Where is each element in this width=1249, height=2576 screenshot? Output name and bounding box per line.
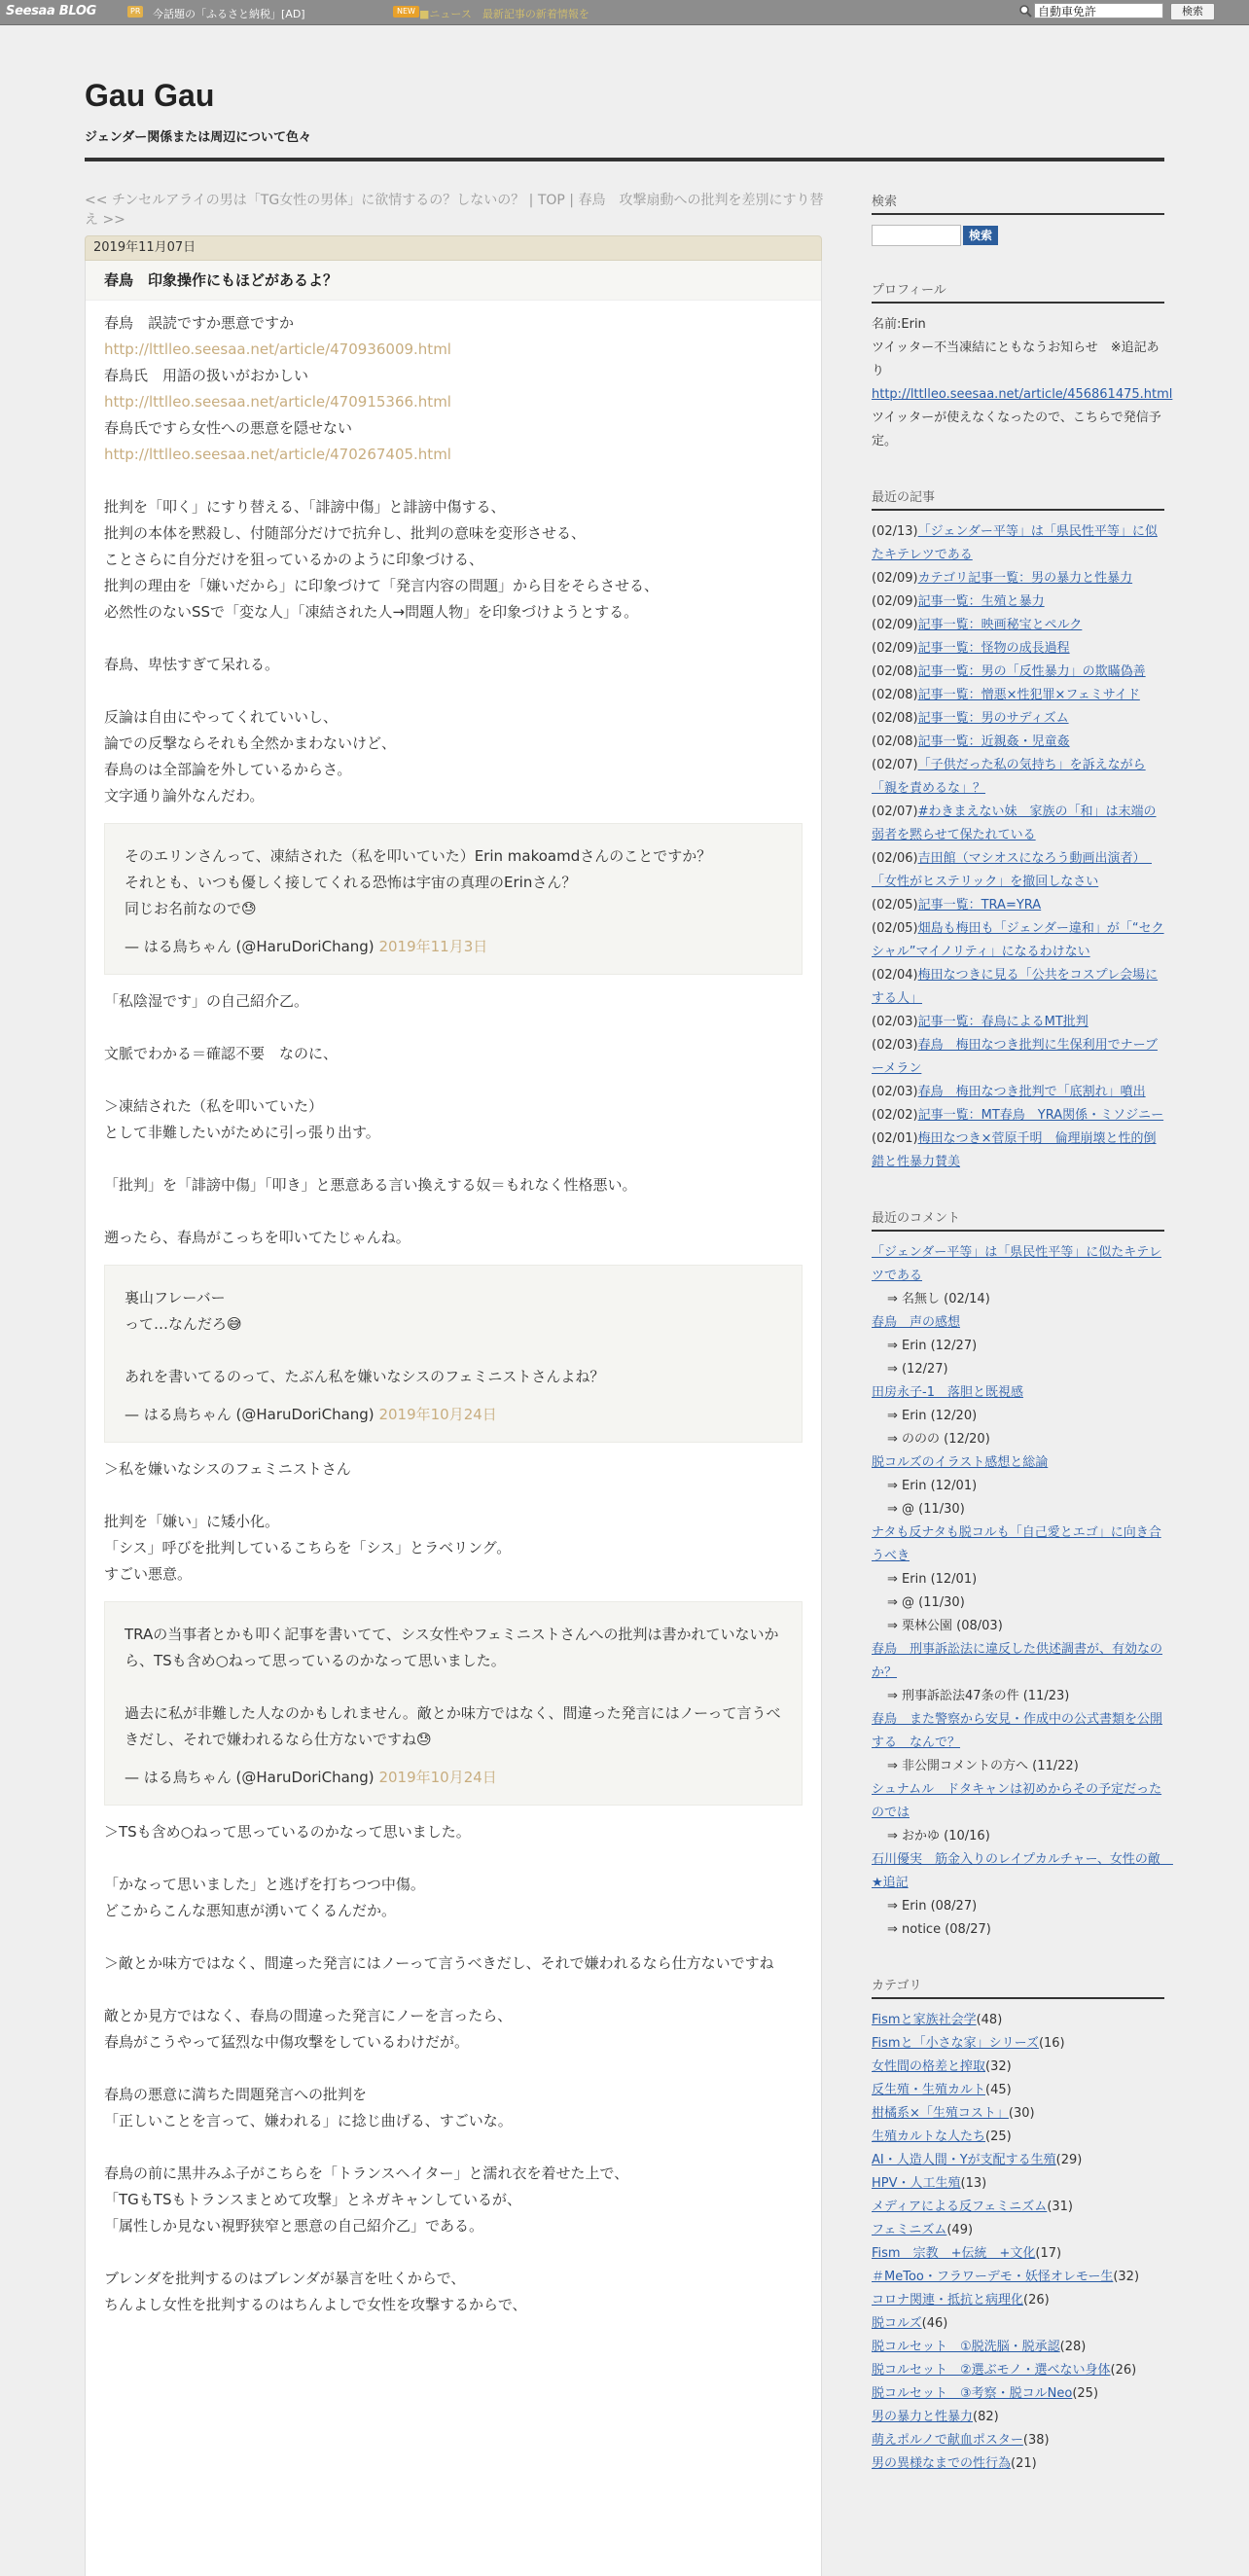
recent-post-item: [872, 894, 1164, 917]
category-link[interactable]: 柑橘系×「生殖コスト」: [872, 2106, 1009, 2121]
comment-reply[interactable]: ⇒ Erin (12/01): [887, 1479, 978, 1493]
tweet-citation: [125, 1402, 782, 1428]
category-count: (45): [985, 2083, 1012, 2097]
comment-post-item: [872, 1848, 1173, 1895]
categories-widget: [872, 1975, 1164, 2476]
category-item: [872, 2102, 1164, 2126]
categories-list: [872, 2009, 1164, 2476]
spacer: [104, 678, 803, 704]
comment-post-link[interactable]: 春鳥 声の感想: [872, 1315, 961, 1330]
recent-post-item: [872, 684, 1164, 707]
sidebar-search-input[interactable]: [872, 225, 961, 246]
category-count: (29): [1055, 2153, 1083, 2167]
text-line: 批判を「叩く」にすり替える、「誹謗中傷」と誹謗中傷する、: [104, 498, 506, 516]
recent-comments-list: [872, 1241, 1173, 1942]
paragraph: [104, 1093, 803, 1146]
recent-post-date: (02/03): [872, 1085, 918, 1099]
recent-post-date: (02/04): [872, 968, 918, 983]
recent-post-date: (02/07): [872, 805, 918, 819]
comment-post-link[interactable]: ナタも反ナタも脱コルも「自己愛とエゴ」に向き合うべき: [872, 1525, 1161, 1563]
category-item: [872, 2009, 1164, 2032]
category-item: [872, 2126, 1164, 2149]
recent-post-item: [872, 1081, 1164, 1104]
paragraph: [104, 1872, 803, 1924]
ad-link[interactable]: 今話題の「ふるさと納税」[AD]: [153, 8, 305, 20]
profile-notice: ツイッター不当凍結にともなうお知らせ ※追記あり: [872, 340, 1160, 378]
recent-post-item: [872, 1011, 1164, 1034]
category-count: (32): [985, 2059, 1012, 2074]
text-line: 文脈でわかる＝確認不要 なのに、: [104, 1045, 339, 1062]
recent-post-item: [872, 754, 1164, 801]
post-navigation: [85, 191, 824, 230]
category-item: [872, 2149, 1164, 2172]
recent-post-link[interactable]: 畑島も梅田も「ジェンダー違和」が「“セクシャル”マイノリティ」になるわけない: [872, 921, 1164, 959]
paragraph: [104, 988, 803, 1015]
category-link[interactable]: 反生殖・生殖カルト: [872, 2083, 986, 2097]
recent-post-link[interactable]: 記事一覧：怪物の成長過程: [917, 641, 1070, 656]
category-link[interactable]: 男の暴力と性暴力: [872, 2410, 974, 2424]
tweet-citation: [125, 934, 782, 960]
spacer: [104, 1483, 803, 1509]
blog-description: ジェンダー関係または周辺について色々: [85, 130, 311, 145]
text-line: ちんよし女性を批判するのはちんよしで女性を攻撃するからで、: [104, 2296, 527, 2313]
category-count: (30): [1008, 2106, 1035, 2121]
comment-post-item: [872, 1451, 1164, 1475]
embedded-tweet: [104, 1265, 803, 1443]
comment-reply[interactable]: ⇒ 名無し (02/14): [887, 1292, 990, 1306]
main-column: [85, 191, 824, 2576]
text-line: 春鳥 誤読ですか悪意ですか: [104, 314, 295, 332]
category-link[interactable]: Fismと「小さな家」シリーズ: [872, 2036, 1039, 2051]
recent-post-item: [872, 637, 1164, 661]
comment-post-item: [872, 1638, 1164, 1685]
recent-post-item: [872, 567, 1164, 590]
paragraph: [104, 1509, 803, 1588]
comment-reply[interactable]: ⇒ Erin (12/27): [887, 1339, 978, 1353]
spacer: [104, 1924, 803, 1950]
comment-reply[interactable]: ⇒ notice (08/27): [887, 1922, 991, 1937]
tweet-text: [125, 1622, 782, 1753]
news-badge: NEW: [393, 6, 419, 18]
spacer: [104, 468, 803, 494]
comment-post-link[interactable]: 田房永子-1 落胆と既視感: [872, 1385, 1023, 1400]
tweet-text: [125, 843, 782, 922]
category-count: (48): [976, 2013, 1003, 2027]
paragraph: [104, 1041, 803, 1067]
category-count: (46): [921, 2316, 948, 2331]
comment-reply[interactable]: ⇒ (12/27): [887, 1362, 948, 1377]
topbar-search-input[interactable]: 自動車免許: [1034, 3, 1163, 18]
category-link[interactable]: 脱コルズ: [872, 2316, 922, 2331]
spacer: [104, 1845, 803, 1872]
recent-post-item: [872, 1127, 1164, 1174]
category-item: [872, 2429, 1164, 2452]
spacer: [104, 2056, 803, 2082]
text-line: 批判の本体を黙殺し、付随部分だけで抗弁し、批判の意味を変形させる、: [104, 524, 587, 542]
comment-reply[interactable]: ⇒ @ (11/30): [887, 1502, 965, 1517]
text-line: 同じお名前なので😓: [125, 900, 257, 917]
text-line: どこからこんな悪知恵が湧いてくるんだか。: [104, 1902, 397, 1919]
category-link[interactable]: 脱コルセット ②選ぶモノ・選べない身体: [872, 2363, 1111, 2378]
text-line: 論での反撃ならそれも全然かまわないけど、: [104, 734, 397, 752]
text-line: って…なんだろ😅: [125, 1315, 242, 1333]
profile-name: 名前:Erin: [872, 317, 926, 332]
text-line: ＞私を嫌いなシスのフェミニストさん: [104, 1460, 351, 1478]
comment-post-item: [872, 1708, 1164, 1755]
recent-post-link[interactable]: #わきまえない妹 家族の「和」は末端の弱者を黙らせて保たれている: [872, 805, 1157, 842]
category-link[interactable]: Fism 宗教 +伝統 +文化: [872, 2246, 1036, 2261]
comment-post-item: [872, 1241, 1164, 1288]
page-wrapper: [0, 25, 1249, 2498]
tweet-date-link[interactable]: 2019年10月24日: [378, 1406, 497, 1423]
recent-posts-list: [872, 520, 1164, 1174]
recent-post-link[interactable]: 「子供だった私の気持ち」を訴えながら「親を責めるな」？: [872, 758, 1146, 796]
related-links: [104, 310, 803, 468]
tweet-date-link[interactable]: 2019年11月3日: [378, 938, 488, 955]
recent-post-date: (02/03): [872, 1015, 918, 1029]
category-count: (25): [1072, 2386, 1099, 2401]
text-line: 反論は自由にやってくれていいし、: [104, 708, 339, 726]
spacer: [104, 626, 803, 652]
text-line: それとも、いつも優しく接してくれる恐怖は宇宙の真理のErinさん？: [125, 874, 577, 891]
nav-separator: |: [564, 193, 579, 208]
comment-post-link[interactable]: 石川優実 筋金入りのレイプカルチャー、女性の敵 ★追記: [872, 1852, 1173, 1890]
text-line: 春鳥の前に黒井みふ子がこちらを「トランスヘイター」と濡れ衣を着せた上で、: [104, 2165, 629, 2182]
recent-post-link[interactable]: 記事一覧：生殖と暴力: [917, 594, 1045, 609]
article-link[interactable]: http://lttlleo.seesaa.net/article/470936009.html: [104, 340, 451, 358]
widget-title: プロフィール: [872, 279, 1164, 304]
comment-post-link[interactable]: 脱コルズのイラスト感想と総論: [872, 1455, 1049, 1470]
category-count: (26): [1110, 2363, 1137, 2378]
category-item: [872, 2219, 1164, 2242]
comment-reply[interactable]: ⇒ 非公開コメントの方へ (11/22): [887, 1759, 1079, 1773]
recent-post-date: (02/08): [872, 688, 918, 702]
category-item: [872, 2312, 1164, 2336]
text-line: 過去に私が非難した人なのかもしれません。敵とか味方ではなく、間違った発言にはノーって言うべきだし、それで嫌われるなら仕方ないですね😓: [125, 1704, 781, 1748]
recent-post-link[interactable]: カテゴリ記事一覧：男の暴力と性暴力: [917, 571, 1133, 586]
category-item: [872, 2266, 1164, 2289]
recent-post-date: (02/08): [872, 664, 918, 679]
text-line: 春鳥のは全部論を外しているからさ。: [104, 761, 352, 778]
category-item: [872, 2359, 1164, 2382]
blog-title[interactable]: Gau Gau: [85, 78, 215, 113]
text-line: ＞TSも含め○ねって思っているのかなって思いました。: [104, 1823, 471, 1841]
paragraph: [104, 1225, 803, 1251]
category-link[interactable]: 萌えポルノで献血ポスター: [872, 2433, 1023, 2448]
text-line: ＞凍結された（私を叩いていた）: [104, 1097, 324, 1115]
nav-separator: |: [524, 193, 538, 208]
text-line: そのエリンさんって、凍結された（私を叩いていた）Erin makoamdさんのことですか？: [125, 847, 712, 865]
recent-post-item: [872, 707, 1164, 731]
category-count: (82): [973, 2410, 999, 2424]
comment-post-link[interactable]: 春鳥 また警察から安見・作成中の公式書類を公開する なんで？: [872, 1712, 1163, 1750]
header-divider: [85, 158, 1164, 161]
text-line: ことさらに自分だけを狙っているかのように印象づける、: [104, 551, 484, 568]
text-line: 春鳥氏 用語の扱いがおかしい: [104, 367, 309, 384]
widget-title: カテゴリ: [872, 1975, 1164, 1999]
post: [85, 261, 822, 2576]
recent-post-link[interactable]: 吉田館（マシオスになろう動画出演者） 「女性がヒステリック」を撤回しなさい: [872, 851, 1152, 889]
sidebar: [872, 191, 1173, 2509]
search-icon: [1018, 4, 1032, 18]
tweet-author: — はる鳥ちゃん (@HaruDoriChang): [125, 1406, 375, 1423]
category-link[interactable]: 生殖カルトな人たち: [872, 2129, 986, 2144]
recent-posts-widget: [872, 486, 1164, 1174]
category-count: (49): [946, 2223, 974, 2237]
recent-post-item: [872, 661, 1164, 684]
text-line: として非難したいがために引っ張り出す。: [104, 1124, 380, 1141]
text-line: 春鳥の悪意に満ちた問題発言への批判を: [104, 2086, 368, 2103]
category-item: [872, 2196, 1164, 2219]
category-item: [872, 2056, 1164, 2079]
recent-post-link[interactable]: 記事一覧：MT春鳥 YRA関係・ミソジニー: [917, 1108, 1164, 1123]
comment-reply[interactable]: ⇒ ののの (12/20): [887, 1432, 990, 1447]
paragraph: [104, 1950, 803, 1977]
recent-post-item: [872, 801, 1164, 847]
category-item: [872, 2406, 1164, 2429]
category-link[interactable]: 脱コルセット ③考察・脱コルNeo: [872, 2386, 1073, 2401]
recent-post-date: (02/01): [872, 1131, 918, 1146]
recent-post-item: [872, 520, 1164, 567]
recent-post-date: (02/03): [872, 1038, 918, 1053]
category-link[interactable]: フェミニズム: [872, 2223, 947, 2237]
category-count: (38): [1022, 2433, 1050, 2448]
category-item: [872, 2336, 1164, 2359]
category-item: [872, 2452, 1164, 2476]
spacer: [104, 2239, 803, 2266]
category-item: [872, 2382, 1164, 2406]
category-item: [872, 2289, 1164, 2312]
comment-reply[interactable]: ⇒ Erin (08/27): [887, 1899, 978, 1914]
embedded-tweet: [104, 1601, 803, 1806]
comment-reply[interactable]: ⇒ 栗林公園 (08/03): [887, 1619, 1003, 1633]
spacer: [104, 1199, 803, 1225]
paragraph: [104, 2082, 803, 2134]
paragraph: [104, 2003, 803, 2056]
category-count: (28): [1059, 2340, 1087, 2354]
paragraph: [104, 704, 803, 809]
category-count: (26): [1023, 2293, 1050, 2308]
recent-post-link[interactable]: 春鳥 梅田なつき批判に生保利用でナーブーメラン: [872, 1038, 1158, 1076]
embedded-tweet: [104, 823, 803, 975]
recent-post-link[interactable]: 記事一覧：春鳥によるMT批判: [917, 1015, 1088, 1029]
text-line: 文字通り論外なんだわ。: [104, 787, 265, 805]
text-line: 「私陰湿です」の自己紹介乙。: [104, 992, 309, 1010]
spacer: [104, 1977, 803, 2003]
paragraph: [104, 1456, 803, 1483]
category-link[interactable]: 女性間の格差と搾取: [872, 2059, 986, 2074]
comment-post-link[interactable]: シュナムル ドタキャンは初めからその予定だったのでは: [872, 1782, 1162, 1820]
recent-post-date: (02/05): [872, 898, 918, 912]
recent-post-item: [872, 847, 1164, 894]
category-link[interactable]: 脱コルセット ①脱洗脳・脱承認: [872, 2340, 1060, 2354]
category-count: (17): [1035, 2246, 1062, 2261]
category-count: (13): [960, 2176, 987, 2191]
recent-post-item: [872, 1104, 1164, 1127]
text-line: すごい悪意。: [104, 1565, 193, 1583]
text-line: 敵とか見方ではなく、春鳥の間違った発言にノーを言ったら、: [104, 2007, 513, 2024]
spacer: [104, 2134, 803, 2161]
paragraph: [104, 494, 803, 626]
recent-post-date: (02/06): [872, 851, 918, 866]
paragraph: [104, 2266, 803, 2318]
text-line: 「正しいことを言って、嫌われる」に捻じ曲げる、すごいな。: [104, 2112, 513, 2129]
text-line: 「属性しか見ない視野狭窄と悪意の自己紹介乙」である。: [104, 2217, 484, 2235]
comment-reply[interactable]: ⇒ おかゆ (10/16): [887, 1829, 990, 1843]
text-line: 「シス」呼びを批判しているこちらを「シス」とラベリング。: [104, 1539, 512, 1556]
comment-post-link[interactable]: 「ジェンダー平等」は「県民性平等」に似たキテレツである: [872, 1245, 1161, 1283]
recent-post-date: (02/08): [872, 734, 918, 749]
profile-note: ツイッターが使えなくなったので、こちらで発信予定。: [872, 411, 1161, 448]
text-line: 「かなって思いました」と逃げを打ちつつ中傷。: [104, 1876, 425, 1893]
comment-reply[interactable]: ⇒ Erin (12/20): [887, 1409, 978, 1423]
category-item: [872, 2172, 1164, 2196]
text-line: 遡ったら、春鳥がこっちを叩いてたじゃんね。: [104, 1229, 410, 1246]
spacer: [104, 1015, 803, 1041]
recent-post-date: (02/09): [872, 641, 918, 656]
category-link[interactable]: HPV・人工生殖: [872, 2176, 961, 2191]
recent-post-date: (02/05): [872, 921, 918, 936]
text-line: ＞敵とか味方ではなく、間違った発言にはノーって言うべきだし、それで嫌われるなら仕方ないですね: [104, 1954, 774, 1972]
recent-post-link[interactable]: 記事一覧：男の「反性暴力」の欺瞞偽善: [917, 664, 1146, 679]
category-count: (25): [985, 2129, 1012, 2144]
text-line: 批判の理由を「嫌いだから」に印象づけて「発言内容の問題」から目をそらさせる、: [104, 577, 660, 594]
post-date: 2019年11月07日: [85, 235, 822, 261]
recent-post-link[interactable]: 記事一覧：近親姦・児童姦: [917, 734, 1070, 749]
comment-reply[interactable]: ⇒ @ (11/30): [887, 1595, 965, 1610]
text-line: 批判を「嫌い」に矮小化。: [104, 1513, 280, 1530]
comment-post-item: [872, 1381, 1164, 1405]
comment-post-item: [872, 1311, 1164, 1335]
paragraph: [104, 1819, 803, 1845]
seesaa-topbar: [0, 0, 1249, 25]
next-post-link[interactable]: 春鳥 攻撃扇動への批判を差別にすり替え >>: [85, 193, 824, 228]
tweet-author: — はる鳥ちゃん (@HaruDoriChang): [125, 938, 375, 955]
text-line: 「批判」を「誹謗中傷」「叩き」と悪意ある言い換えする奴＝もれなく性格悪い。: [104, 1176, 637, 1194]
widget-title: 最近の記事: [872, 486, 1164, 511]
recent-post-date: (02/09): [872, 571, 918, 586]
text-line: あれを書いてるのって、たぶん私を嫌いなシスのフェミニストさんよね？: [125, 1368, 605, 1385]
recent-post-link[interactable]: 記事一覧：憎悪×性犯罪×フェミサイド: [917, 688, 1140, 702]
recent-post-link[interactable]: 「ジェンダー平等」は「県民性平等」に似たキテレツである: [872, 524, 1158, 562]
category-item: [872, 2032, 1164, 2056]
profile-widget: [872, 279, 1173, 453]
comment-post-item: [872, 1778, 1164, 1825]
category-link[interactable]: メディアによる反フェミニズム: [872, 2200, 1048, 2214]
tweet-citation: [125, 1765, 782, 1791]
post-body: [86, 301, 821, 2318]
text-line: TRAの当事者とかも叩く記事を書いてて、シス女性やフェミニストさんへの批判は書かれていないから、TSも含め○ねって思っているのかなって思いました。: [125, 1626, 779, 1669]
text-line: [125, 1338, 782, 1364]
recent-post-date: (02/07): [872, 758, 918, 772]
category-count: (16): [1038, 2036, 1065, 2051]
recent-post-date: (02/08): [872, 711, 918, 726]
text-line: 必然性のないSSで「変な人」「凍結された人→問題人物」を印象づけようとする。: [104, 603, 639, 621]
sidebar-search-widget: [872, 191, 1164, 246]
category-item: [872, 2242, 1164, 2266]
recent-post-link[interactable]: 春鳥 梅田なつき批判で「底割れ」噴出: [917, 1085, 1146, 1099]
ad-badge: PR: [127, 6, 143, 18]
recent-post-link[interactable]: 記事一覧：男のサディズム: [917, 711, 1069, 726]
recent-post-link[interactable]: 梅田なつき×菅原千明 倫理崩壊と性的倒錯と性暴力賛美: [872, 1131, 1157, 1169]
news-link[interactable]: ■ニュース 最新記事の新着情報を: [419, 8, 589, 20]
paragraph: [104, 1172, 803, 1199]
recent-post-item: [872, 964, 1164, 1011]
recent-post-item: [872, 614, 1164, 637]
recent-post-link[interactable]: 記事一覧：TRA=YRA: [917, 898, 1042, 912]
category-link[interactable]: AI・人造人間・Yが支配する生殖: [872, 2153, 1056, 2167]
recent-post-date: (02/02): [872, 1108, 918, 1123]
recent-post-item: [872, 1034, 1164, 1081]
comment-post-item: [872, 1521, 1164, 1568]
comment-post-link[interactable]: 春鳥 刑事訴訟法に違反した供述調書が、有効なのか？: [872, 1642, 1163, 1680]
prev-post-link[interactable]: << チンセルアライの男は「TG女性の男体」に欲情するの？しないの？: [85, 193, 525, 208]
topbar-search-button[interactable]: 検索: [1170, 3, 1215, 20]
tweet-date-link[interactable]: 2019年10月24日: [378, 1769, 497, 1786]
comment-reply[interactable]: ⇒ 刑事訴訟法47条の件 (11/23): [887, 1689, 1070, 1703]
seesaa-blog-logo[interactable]: Seesaa BLOG: [6, 4, 96, 18]
paragraph: 春鳥、卑怯すぎて呆れる。: [104, 656, 280, 673]
category-link[interactable]: 男の異様なまでの性行為: [872, 2456, 1012, 2471]
text-line: ブレンダを批判するのはブレンダが暴言を吐くからで、: [104, 2270, 466, 2287]
category-link[interactable]: コロナ関連・抵抗と病理化: [872, 2293, 1024, 2308]
recent-comments-widget: [872, 1207, 1173, 1942]
widget-title: 検索: [872, 191, 1164, 215]
text-line: 春鳥氏ですら女性への悪意を隠せない: [104, 419, 353, 437]
text-line: 裏山フレーバー: [125, 1289, 226, 1306]
recent-post-date: (02/09): [872, 594, 918, 609]
profile-link[interactable]: http://lttlleo.seesaa.net/article/456861475.html: [872, 387, 1173, 402]
text-line: 春鳥がこうやって猛烈な中傷攻撃をしているわけだが。: [104, 2033, 470, 2051]
recent-post-item: [872, 917, 1164, 964]
post-title[interactable]: 春鳥 印象操作にもほどがあるよ？: [86, 261, 821, 301]
recent-post-date: (02/09): [872, 618, 918, 632]
comment-reply[interactable]: ⇒ Erin (12/01): [887, 1572, 978, 1587]
sidebar-search-button[interactable]: 検索: [963, 226, 998, 245]
paragraph: [104, 2161, 803, 2239]
category-link[interactable]: ＃MeToo・フラワーデモ・妖怪オレモー生: [872, 2270, 1114, 2284]
tweet-author: — はる鳥ちゃん (@HaruDoriChang): [125, 1769, 375, 1786]
category-count: (32): [1113, 2270, 1140, 2284]
text-line: [125, 1674, 782, 1700]
article-link[interactable]: http://lttlleo.seesaa.net/article/470267405.html: [104, 446, 451, 463]
article-link[interactable]: http://lttlleo.seesaa.net/article/470915366.html: [104, 393, 451, 411]
spacer: [104, 1067, 803, 1093]
widget-title: 最近のコメント: [872, 1207, 1164, 1232]
tweet-text: [125, 1285, 782, 1390]
category-count: (31): [1047, 2200, 1073, 2214]
category-link[interactable]: Fismと家族社会学: [872, 2013, 977, 2027]
top-link[interactable]: TOP: [537, 193, 565, 208]
text-line: 「TGもTSもトランスまとめて攻撃」とネガキャンしているが、: [104, 2191, 522, 2208]
spacer: [104, 1146, 803, 1172]
category-count: (21): [1011, 2456, 1037, 2471]
recent-post-item: [872, 731, 1164, 754]
recent-post-item: [872, 590, 1164, 614]
recent-post-link[interactable]: 梅田なつきに見る「公共をコスプレ会場にする人」: [872, 968, 1159, 1006]
recent-post-date: (02/13): [872, 524, 918, 539]
category-item: [872, 2079, 1164, 2102]
recent-post-link[interactable]: 記事一覧：映画秘宝とペルク: [917, 618, 1083, 632]
